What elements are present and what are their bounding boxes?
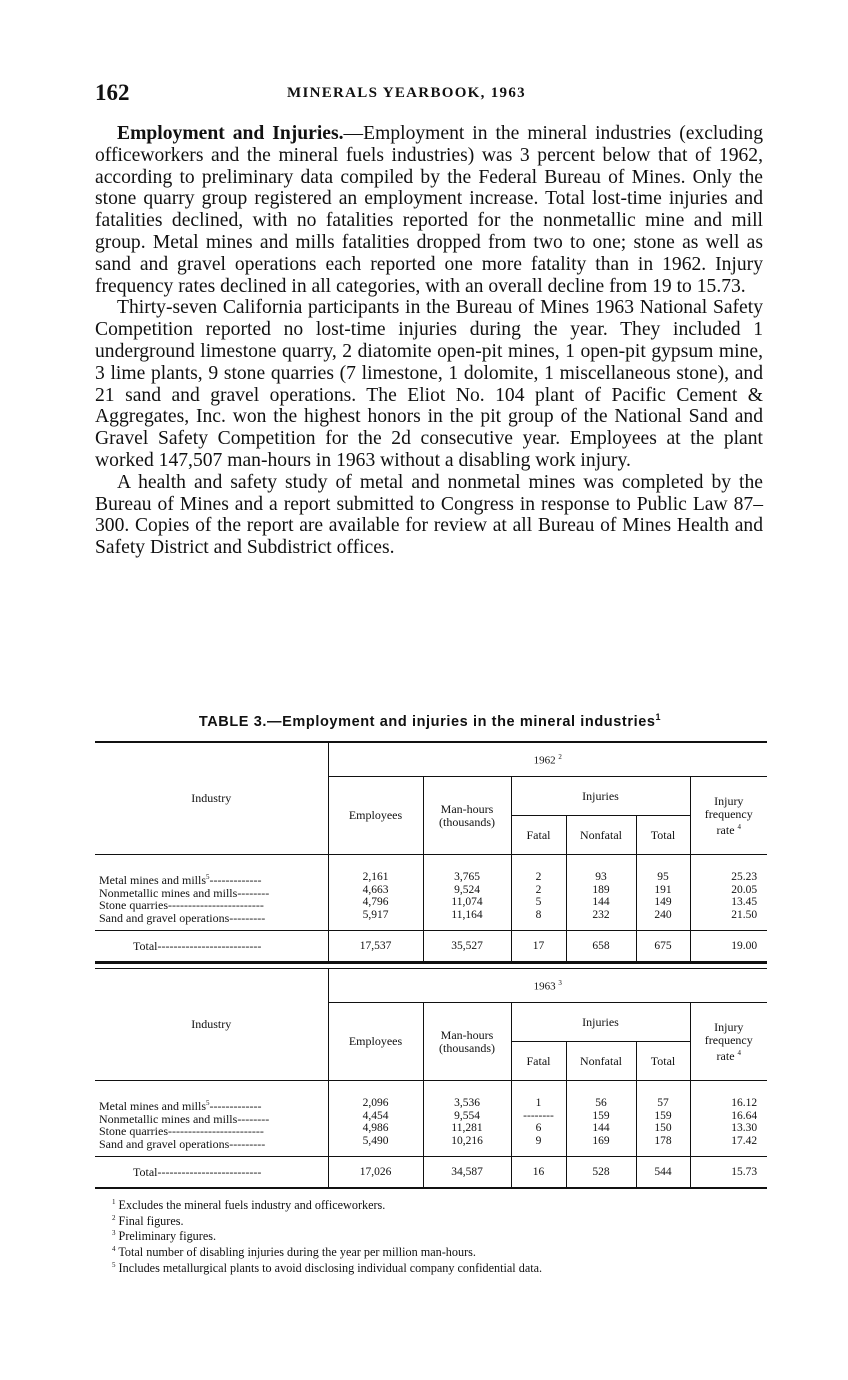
cell-value: 13.30 xyxy=(731,1122,758,1135)
table-cell xyxy=(637,1122,690,1135)
cell-value: 149 xyxy=(654,896,672,909)
footnote-mark: 3 xyxy=(112,1229,116,1238)
cell-value: 13.45 xyxy=(731,896,758,909)
rate-header-label: Injury frequency rate xyxy=(704,793,753,837)
cell-value: 169 xyxy=(592,1134,610,1147)
table-cell xyxy=(512,1122,566,1135)
industry-name: Stone quarries xyxy=(99,898,168,913)
table-cell xyxy=(512,1110,566,1123)
cell-value: 6 xyxy=(535,1122,542,1135)
man-hours-header-label: Man-hours (thousands) xyxy=(439,801,495,829)
cell-value: 3,765 xyxy=(454,871,480,883)
table-cell xyxy=(512,871,566,884)
cell-value: 2,161 xyxy=(362,871,389,883)
cell-value: 150 xyxy=(654,1122,672,1135)
table-title-text: TABLE 3.—Employment and injuries in the mineral industries xyxy=(198,713,656,730)
column-nonfatal xyxy=(566,855,636,931)
footnote-text: Preliminary figures. xyxy=(118,1229,217,1244)
industry-name: Sand and gravel operations xyxy=(99,910,230,925)
cell-value: 20.05 xyxy=(731,883,758,896)
leader-dots: ------------- xyxy=(209,1099,262,1113)
cell-value: 9,524 xyxy=(454,883,480,896)
table-cell xyxy=(637,896,690,909)
injuries-header xyxy=(511,777,690,816)
cell-value: 2 xyxy=(535,871,542,883)
column-total xyxy=(636,1081,690,1157)
footnote xyxy=(112,1243,752,1259)
total-header xyxy=(636,1042,690,1081)
total-nonfatal xyxy=(566,1157,636,1189)
column-rate xyxy=(690,855,767,931)
employees-header xyxy=(328,1003,423,1081)
cell-value: 159 xyxy=(592,1109,610,1122)
table-cell xyxy=(329,1135,423,1148)
cell-value: 5,917 xyxy=(362,908,389,921)
footnote-text: Total number of disabling injuries during the year per million man-hours. xyxy=(118,1245,476,1260)
nonfatal-header xyxy=(566,1042,636,1081)
nonfatal-header xyxy=(566,816,636,855)
cell-value: 2,096 xyxy=(362,1097,389,1109)
cell-value: 8 xyxy=(535,908,542,921)
table-cell xyxy=(424,1097,511,1110)
industry-header-label: Industry xyxy=(191,791,232,805)
page-number: 162 xyxy=(95,80,130,105)
table-cell xyxy=(512,896,566,909)
industry-name: Nonmetallic mines and mills xyxy=(99,885,238,900)
cell-value: 4,663 xyxy=(362,883,389,896)
cell-value: 16.64 xyxy=(731,1109,758,1122)
total-man_hours xyxy=(423,931,511,963)
cell-value: 144 xyxy=(592,1122,610,1135)
table-cell xyxy=(512,884,566,897)
man-hours-header xyxy=(423,777,511,855)
man-hours-header xyxy=(423,1003,511,1081)
column-nonfatal xyxy=(566,1081,636,1157)
year-note: 3 xyxy=(558,978,562,987)
table-cell xyxy=(424,1135,511,1148)
body-text xyxy=(95,123,763,559)
table-cell xyxy=(512,1135,566,1148)
table-panel-1963 xyxy=(95,963,767,1189)
total-label xyxy=(95,931,328,963)
industry-header xyxy=(95,743,328,855)
table-panel-1962 xyxy=(95,741,767,963)
total-value: 19.00 xyxy=(731,940,758,953)
table-cell xyxy=(691,884,758,897)
table-cell xyxy=(567,871,636,884)
cell-value: 16.12 xyxy=(731,1097,758,1109)
column-rate xyxy=(690,1081,767,1157)
column-man_hours xyxy=(423,1081,511,1157)
table-cell xyxy=(329,896,423,909)
table-cell xyxy=(691,1135,758,1148)
footnotes xyxy=(112,1196,752,1274)
table-cell xyxy=(99,871,328,887)
fatal-header xyxy=(511,1042,566,1081)
column-label xyxy=(95,1081,328,1157)
cell-value: 5,490 xyxy=(362,1134,389,1147)
column-fatal xyxy=(511,855,566,931)
year-label: 1962 xyxy=(533,754,556,767)
table-title-note: 1 xyxy=(655,712,662,722)
table-cell xyxy=(99,1138,328,1151)
cell-value: 4,796 xyxy=(362,896,389,909)
header-row-year xyxy=(95,743,767,777)
table-cell xyxy=(424,884,511,897)
table-cell xyxy=(512,909,566,922)
cell-value: 1 xyxy=(535,1097,542,1109)
footnote-mark: 5 xyxy=(112,1260,116,1269)
cell-value: 2 xyxy=(535,883,542,896)
table-cell xyxy=(567,1122,636,1135)
total-label xyxy=(95,1157,328,1189)
page-header xyxy=(95,80,765,110)
fatal-header-label: Fatal xyxy=(526,827,551,842)
rate-header-note: 4 xyxy=(737,822,742,831)
nonfatal-header-label: Nonfatal xyxy=(580,827,622,842)
nonfatal-header-label: Nonfatal xyxy=(580,1053,622,1068)
cell-value: 159 xyxy=(654,1109,672,1122)
footnote-mark: 1 xyxy=(112,1198,116,1206)
fatal-header-label: Fatal xyxy=(526,1053,551,1068)
injuries-header-label: Injuries xyxy=(582,1014,619,1029)
column-employees xyxy=(328,1081,423,1157)
section-lead: Employment and Injuries. xyxy=(117,123,344,144)
industry-note: 5 xyxy=(206,1099,210,1107)
table-cell xyxy=(567,1097,636,1110)
total-man_hours xyxy=(423,1157,511,1189)
footnote xyxy=(112,1227,752,1243)
cell-value: 17.42 xyxy=(731,1134,758,1147)
industry-header xyxy=(95,969,328,1081)
column-total xyxy=(636,855,690,931)
cell-value: 144 xyxy=(592,896,610,909)
year-header xyxy=(328,969,767,1003)
total-row xyxy=(95,931,767,963)
cell-value: 232 xyxy=(592,908,610,921)
table-cell xyxy=(691,1122,758,1135)
footnote xyxy=(112,1212,752,1228)
paragraph-1-text: —Employment in the mineral industries (excluding officeworkers and the mineral fuels industries) was 3 percent below that of 1962, according to preliminary data compiled by the Federal Bureau of Mines. Only the stone quarry group registered an employment increase. Total lost-time injuries and fatalities declined, with no fatalities reported for the nonmetallic mine and mill group. Metal mines and mills fatalities dropped from two to one; stone as well as sand and gravel operations each reported one more fatality than in 1962. Injury frequency rates declined in all categories, with an overall decline from 19 to 15.73. xyxy=(95,123,763,297)
total-rate xyxy=(690,1157,767,1189)
table-cell xyxy=(691,896,758,909)
table-cell xyxy=(567,909,636,922)
table-cell xyxy=(424,896,511,909)
table-cell xyxy=(691,1110,758,1123)
industry-note: 5 xyxy=(206,873,210,881)
fatal-header xyxy=(511,816,566,855)
column-label xyxy=(95,855,328,931)
footnote-text: Excludes the mineral fuels industry and officeworkers. xyxy=(118,1198,386,1213)
cell-value: -------- xyxy=(523,1109,554,1122)
year-note: 2 xyxy=(558,752,562,761)
column-man_hours xyxy=(423,855,511,931)
industry-name: Metal mines and mills xyxy=(99,1099,206,1113)
total-value: 528 xyxy=(592,1166,610,1179)
table-cell xyxy=(424,1122,511,1135)
cell-value: 4,986 xyxy=(362,1122,389,1135)
table-cell xyxy=(637,1110,690,1123)
total-label: Total xyxy=(133,1165,158,1180)
table-cell xyxy=(424,909,511,922)
table-cell xyxy=(567,884,636,897)
leader-dots: ------------- xyxy=(209,873,262,887)
table-cell xyxy=(691,1097,758,1110)
footnote xyxy=(112,1259,752,1275)
table-cell xyxy=(329,871,423,884)
total-header xyxy=(636,816,690,855)
total-fatal xyxy=(511,1157,566,1189)
man-hours-header-label: Man-hours (thousands) xyxy=(439,1027,495,1055)
total-employees xyxy=(328,931,423,963)
cell-value: 240 xyxy=(654,908,672,921)
cell-value: 5 xyxy=(535,896,542,909)
total-value: 35,527 xyxy=(451,940,483,953)
paragraph-safety-competition: Thirty-seven California participants in the Bureau of Mines 1963 National Safety Competition reported no lost-time injuries during the year. They included 1 underground limestone quarry, 2 diatomite open-pit mines, 1 open-pit gypsum mine, 3 lime plants, 9 stone quarries (7 limestone, 1 dolomite, 1 miscellaneous stone), and 21 sand and gravel operations. The Eliot No. 104 plant of Pacific Cement & Aggregates, Inc. won the highest honors in the pit group of the National Sand and Gravel Safety Competition for the 2d consecutive year. Employees at the plant worked 147,507 man-hours in 1963 without a disabling work injury. xyxy=(95,297,763,471)
header-row-year xyxy=(95,969,767,1003)
leader-dots: -------------------------- xyxy=(157,1165,262,1180)
cell-value: 57 xyxy=(657,1097,669,1109)
footnote-mark: 2 xyxy=(112,1213,116,1222)
cell-value: 4,454 xyxy=(362,1109,389,1122)
total-fatal xyxy=(511,931,566,963)
total-value: 17,026 xyxy=(359,1166,392,1179)
total-total xyxy=(636,1157,690,1189)
table-cell xyxy=(424,871,511,884)
total-value: 17 xyxy=(532,940,545,953)
table-cell xyxy=(637,884,690,897)
total-total xyxy=(636,931,690,963)
table-cell xyxy=(329,884,423,897)
leader-dots: --------- xyxy=(229,910,266,925)
total-value: 675 xyxy=(654,940,672,953)
injuries-header xyxy=(511,1003,690,1042)
cell-value: 11,164 xyxy=(451,908,483,921)
cell-value: 21.50 xyxy=(731,908,758,921)
footnote xyxy=(112,1196,752,1212)
leader-dots: --------- xyxy=(229,1136,266,1151)
table-cell xyxy=(637,1135,690,1148)
total-value: 15.73 xyxy=(731,1166,758,1179)
running-title: MINERALS YEARBOOK, 1963 xyxy=(287,85,526,101)
table-cell xyxy=(637,871,690,884)
cell-value: 11,074 xyxy=(451,896,483,909)
rate-header xyxy=(690,1003,767,1081)
total-label: Total xyxy=(133,939,158,954)
paragraph-health-study: A health and safety study of metal and nonmetal mines was completed by the Bureau of Mines and a report submitted to Congress in response to Public Law 87–300. Copies of the report are available for review at all Bureau of Mines Health and Safety District and Subdistrict offices. xyxy=(95,471,763,559)
year-label: 1963 xyxy=(533,980,556,993)
total-value: 16 xyxy=(532,1166,545,1179)
cell-value: 56 xyxy=(595,1097,607,1109)
total-value: 34,587 xyxy=(451,1166,483,1179)
column-fatal xyxy=(511,1081,566,1157)
footnote-text: Includes metallurgical plants to avoid disclosing individual company confidential data. xyxy=(118,1260,543,1275)
data-table xyxy=(95,743,767,963)
cell-value: 191 xyxy=(654,883,672,896)
cell-value: 189 xyxy=(592,883,610,896)
leader-dots: -------------------------- xyxy=(157,939,262,954)
cell-value: 9,554 xyxy=(454,1109,480,1122)
table-cell xyxy=(424,1110,511,1123)
table-title xyxy=(95,712,765,730)
cell-value: 25.23 xyxy=(731,871,758,883)
total-rate xyxy=(690,931,767,963)
paragraph-employment xyxy=(95,123,763,297)
rate-header-note: 4 xyxy=(737,1048,742,1057)
table-cell xyxy=(329,1110,423,1123)
industry-name: Nonmetallic mines and mills xyxy=(99,1111,238,1126)
data-table xyxy=(95,969,767,1189)
table-cell xyxy=(99,1097,328,1113)
industry-name: Metal mines and mills xyxy=(99,873,206,887)
cell-value: 93 xyxy=(595,871,607,883)
total-value: 544 xyxy=(654,1166,672,1179)
industry-header-label: Industry xyxy=(191,1017,232,1031)
total-header-label: Total xyxy=(650,827,676,842)
column-employees xyxy=(328,855,423,931)
leader-dots: -------- xyxy=(237,885,270,900)
industry-name: Stone quarries xyxy=(99,1124,168,1139)
cell-value: 178 xyxy=(654,1134,672,1147)
leader-dots: ------------------------ xyxy=(167,1124,264,1139)
data-rows xyxy=(95,855,767,931)
cell-value: 10,216 xyxy=(451,1134,483,1147)
table-cell xyxy=(691,909,758,922)
year-header xyxy=(328,743,767,777)
leader-dots: ------------------------ xyxy=(167,898,264,913)
table-cell xyxy=(567,1110,636,1123)
table-cell xyxy=(567,896,636,909)
industry-name: Sand and gravel operations xyxy=(99,1136,230,1151)
rate-header xyxy=(690,777,767,855)
total-value: 17,537 xyxy=(359,940,392,953)
footnote-text: Final figures. xyxy=(118,1213,184,1228)
table-cell xyxy=(567,1135,636,1148)
cell-value: 3,536 xyxy=(454,1097,480,1109)
employees-header-label: Employees xyxy=(348,1034,403,1048)
cell-value: 9 xyxy=(535,1134,542,1147)
employees-header xyxy=(328,777,423,855)
table-cell xyxy=(99,912,328,925)
injuries-header-label: Injuries xyxy=(582,788,619,803)
total-employees xyxy=(328,1157,423,1189)
table-cell xyxy=(637,1097,690,1110)
table-cell xyxy=(329,1097,423,1110)
table-cell xyxy=(512,1097,566,1110)
footnote-mark: 4 xyxy=(112,1244,116,1253)
cell-value: 11,281 xyxy=(451,1122,483,1135)
table-cell xyxy=(329,909,423,922)
cell-value: 95 xyxy=(657,871,669,883)
rate-header-label: Injury frequency rate xyxy=(704,1019,753,1063)
total-header-label: Total xyxy=(650,1053,676,1068)
total-row xyxy=(95,1157,767,1189)
table-cell xyxy=(637,909,690,922)
total-value: 658 xyxy=(592,940,610,953)
data-rows xyxy=(95,1081,767,1157)
total-nonfatal xyxy=(566,931,636,963)
employees-header-label: Employees xyxy=(348,808,403,822)
table-cell xyxy=(691,871,758,884)
table-cell xyxy=(329,1122,423,1135)
leader-dots: -------- xyxy=(237,1111,270,1126)
